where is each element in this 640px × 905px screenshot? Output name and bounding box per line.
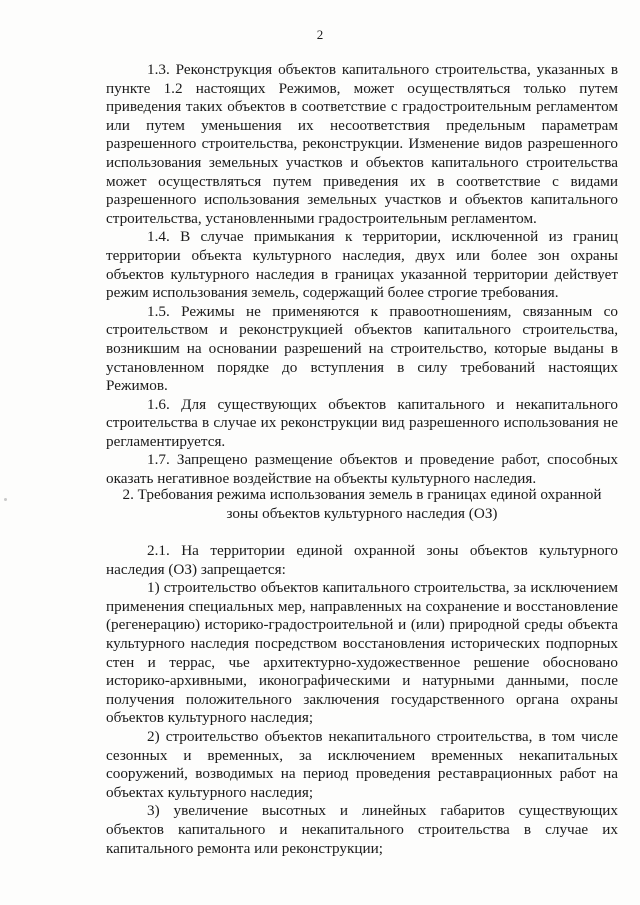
list-item-2: 2) строительство объектов некапитального строительства, в том числе сезонных и временных, за исключением временных некапитальных сооружений, возводимых на период проведения реставрационных работ на объектах культурного наследия; [106, 727, 618, 801]
paragraph-2-1: 2.1. На территории единой охранной зоны объектов культурного наследия (ОЗ) запрещается: [106, 542, 618, 578]
section-1-continuation [106, 61, 618, 489]
section-2-heading-line-2: зоны объектов культурного наследия (ОЗ) [226, 505, 498, 522]
paragraph-1-5: 1.5. Режимы не применяются к правоотношениям, связанным со строительством и реконструкцией объектов капитального строительства, возникшим на основании разрешений на строительство, которые выданы в установленном порядке до вступления в силу требований настоящих Режимов. [106, 302, 618, 395]
section-2-body [106, 542, 618, 858]
page-number: 2 [316, 27, 324, 42]
scan-speck [4, 498, 7, 501]
paragraph-1-6: 1.6. Для существующих объектов капитального и некапитального строительства в случае их реконструкции вид разрешенного использования не регламентируется. [106, 395, 618, 450]
paragraph-1-7: 1.7. Запрещено размещение объектов и проведение работ, способных оказать негативное воздействие на объекты культурного наследия. [106, 451, 618, 488]
section-2-heading [106, 485, 618, 523]
paragraph-1-3: 1.3. Реконструкция объектов капитального строительства, указанных в пункте 1.2 настоящих Режимов, может осуществляться только путем приведения таких объектов в соответствие с градостроительным регламентом или путем уменьшения их несоответствия предельным параметрам разрешенного строительства, реконструкции. Изменение видов разрешенного использования земельных участков и объектов капитального строительства может осуществляться путем приведения их в соответствие с видами разрешенного использования земельных участков и объектов капитального строительства, установленными градостроительным регламентом. [106, 61, 618, 227]
section-2-heading-line-1: 2. Требования режима использования земель в границах единой охранной [122, 486, 602, 503]
list-item-1: 1) строительство объектов капитального строительства, за исключением применения специальных мер, направленных на сохранение и восстановление (регенерацию) историко-градостроительной и (или) природной среды объекта культурного наследия посредством восстановления исторических подпорных стен и террас, чье архитектурно-художественное решение обосновано историко-архивными, иконографическими и натурными данными, после получения положительного заключения государственного органа охраны объектов культурного наследия; [106, 579, 618, 727]
list-item-3: 3) увеличение высотных и линейных габаритов существующих объектов капитального и некапитального строительства в случае их капитального ремонта или реконструкции; [106, 802, 618, 857]
paragraph-1-4: 1.4. В случае примыкания к территории, исключенной из границ территории объекта культурного наследия, двух или более зон охраны объектов культурного наследия в границах указанной территории действует режим использования земель, содержащий более строгие требования. [106, 228, 618, 302]
